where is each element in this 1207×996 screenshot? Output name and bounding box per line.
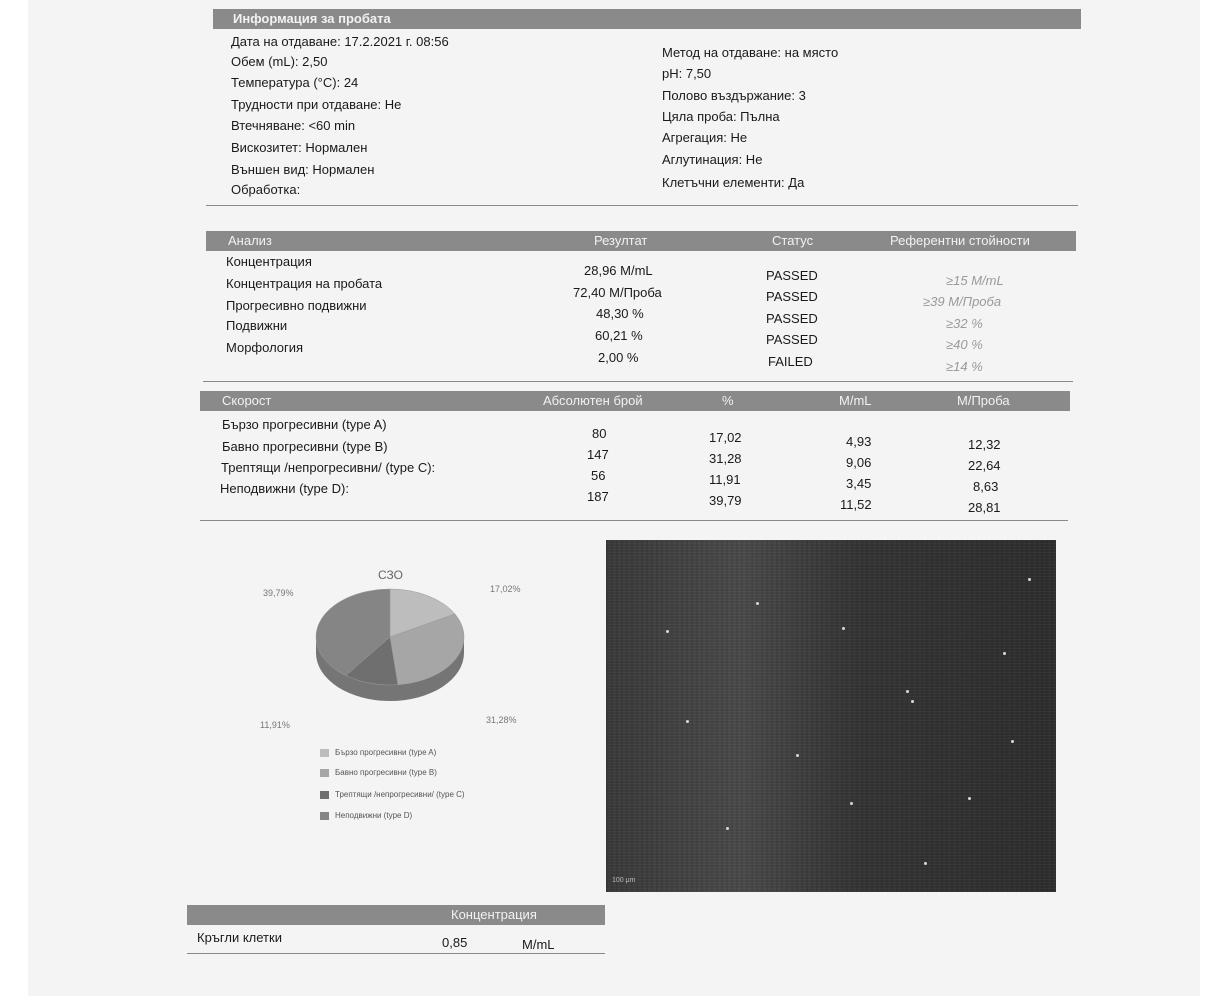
slice-label-a: 17,02% xyxy=(490,584,521,594)
pie-chart-svg xyxy=(290,575,490,725)
sample-abstinence: Полово въздържание: 3 xyxy=(662,88,806,103)
sperm-cell-dot xyxy=(850,802,853,805)
legend-label-a: Бързо прогресивни (type A) xyxy=(335,748,437,757)
speed-header xyxy=(200,391,1070,411)
analysis-col-ref: Референтни стойности xyxy=(890,233,1030,248)
sample-difficulties: Трудности при отдаване: Не xyxy=(231,97,402,112)
sample-temperature: Температура (°C): 24 xyxy=(231,75,359,90)
legend-swatch-d xyxy=(320,812,329,820)
round-cells-value: 0,85 xyxy=(442,935,468,950)
sperm-cell-dot xyxy=(842,627,845,630)
legend-swatch-b xyxy=(320,769,329,777)
analysis-result: 28,96 M/mL xyxy=(584,263,653,278)
speed-col-abs: Абсолютен брой xyxy=(543,393,643,408)
pie-slices xyxy=(316,589,464,701)
slice-label-c: 11,91% xyxy=(260,720,290,730)
analysis-name: Концентрация на пробата xyxy=(226,276,383,291)
sperm-cell-dot xyxy=(756,602,759,605)
scale-bar-label: 100 μm xyxy=(612,877,636,884)
speed-divider xyxy=(200,520,1068,521)
sperm-cell-dot xyxy=(726,827,729,830)
sample-viscosity: Вискозитет: Нормален xyxy=(231,140,368,155)
speed-abs: 147 xyxy=(587,447,609,462)
sample-ph: pH: 7,50 xyxy=(662,66,712,81)
speed-abs: 187 xyxy=(587,489,609,504)
sample-cell-elements: Клетъчни елементи: Да xyxy=(662,175,805,190)
legend-label-b: Бавно прогресивни (type B) xyxy=(335,768,437,777)
sperm-cell-dot xyxy=(968,797,971,800)
analysis-result: 72,40 M/Проба xyxy=(573,285,662,300)
legend-swatch-c xyxy=(320,791,329,799)
analysis-name: Концентрация xyxy=(226,254,312,269)
analysis-col-status: Статус xyxy=(772,233,814,248)
chart-title: СЗО xyxy=(378,568,403,582)
analysis-ref: ≥40 % xyxy=(946,337,983,352)
analysis-result: 2,00 % xyxy=(598,350,639,365)
speed-abs: 56 xyxy=(591,468,606,483)
sperm-cell-dot xyxy=(1011,740,1014,743)
analysis-name: Подвижни xyxy=(226,318,288,333)
slice-label-b: 31,28% xyxy=(486,715,517,725)
speed-pct: 17,02 xyxy=(709,430,742,445)
speed-abs: 80 xyxy=(592,426,607,441)
sample-info-divider xyxy=(206,205,1078,206)
speed-col-mp: M/Проба xyxy=(957,393,1010,408)
legend-label-c: Трептящи /непрогресивни/ (type C) xyxy=(335,790,465,799)
sperm-cell-dot xyxy=(924,862,927,865)
speed-pct: 31,28 xyxy=(709,451,742,466)
sperm-cell-dot xyxy=(1003,652,1006,655)
sperm-cell-dot xyxy=(906,690,909,693)
sample-whole: Цяла проба: Пълна xyxy=(662,109,780,124)
analysis-status: FAILED xyxy=(768,354,813,369)
sample-volume: Обем (mL): 2,50 xyxy=(231,54,328,69)
speed-mp: 8,63 xyxy=(973,479,999,494)
analysis-status: PASSED xyxy=(766,268,818,283)
sample-liquefaction: Втечняване: <60 min xyxy=(231,118,356,133)
analysis-status: PASSED xyxy=(766,332,818,347)
sample-appearance: Външен вид: Нормален xyxy=(231,162,375,177)
analysis-status: PASSED xyxy=(766,289,818,304)
speed-name: Трептящи /непрогресивни/ (type C): xyxy=(221,460,436,475)
sperm-cell-dot xyxy=(1028,578,1031,581)
speed-mp: 28,81 xyxy=(968,500,1001,515)
sperm-cell-dot xyxy=(686,720,689,723)
speed-title: Скорост xyxy=(222,393,272,408)
analysis-result: 60,21 % xyxy=(595,328,643,343)
analysis-ref: ≥15 M/mL xyxy=(946,273,1004,288)
sample-processing: Обработка: xyxy=(231,182,301,197)
speed-col-mml: M/mL xyxy=(839,393,872,408)
report-page xyxy=(28,0,1200,996)
analysis-status: PASSED xyxy=(766,311,818,326)
microscope-image xyxy=(606,540,1056,892)
speed-mml: 4,93 xyxy=(846,434,872,449)
sample-info-header xyxy=(213,9,1081,29)
analysis-result: 48,30 % xyxy=(596,306,644,321)
speed-pct: 39,79 xyxy=(709,493,742,508)
round-cells-col: Концентрация xyxy=(451,907,537,922)
sample-agglutination: Аглутинация: Не xyxy=(662,152,763,167)
speed-name: Бавно прогресивни (type B) xyxy=(222,439,388,454)
analysis-header xyxy=(206,231,1076,251)
sample-method: Метод на отдаване: на място xyxy=(662,45,839,60)
legend-label-d: Неподвижни (type D) xyxy=(335,811,413,820)
analysis-ref: ≥32 % xyxy=(946,316,983,331)
sperm-cell-dot xyxy=(666,630,669,633)
speed-mml: 3,45 xyxy=(846,476,872,491)
speed-mml: 9,06 xyxy=(846,455,872,470)
analysis-name: Прогресивно подвижни xyxy=(226,298,367,313)
round-cells-header xyxy=(187,905,605,925)
legend-item-d xyxy=(320,811,412,820)
round-cells-unit: M/mL xyxy=(522,937,555,952)
sample-date: Дата на отдаване: 17.2.2021 г. 08:56 xyxy=(231,34,449,49)
sample-info-title: Информация за пробата xyxy=(233,11,391,26)
analysis-col-result: Резултат xyxy=(594,233,648,248)
speed-mp: 22,64 xyxy=(968,458,1001,473)
sperm-cell-dot xyxy=(911,700,914,703)
analysis-divider xyxy=(203,381,1073,382)
speed-name: Бързо прогресивни (type A) xyxy=(222,417,387,432)
sample-aggregation: Агрегация: Не xyxy=(662,130,748,145)
legend-item-c xyxy=(320,790,465,799)
analysis-ref: ≥14 % xyxy=(946,359,983,374)
speed-name: Неподвижни (type D): xyxy=(220,481,349,496)
speed-col-pct: % xyxy=(722,393,734,408)
analysis-name: Морфология xyxy=(226,340,304,355)
sperm-cell-dot xyxy=(796,754,799,757)
analysis-ref: ≥39 M/Проба xyxy=(923,294,1002,309)
legend-swatch-a xyxy=(320,749,329,757)
speed-pct: 11,91 xyxy=(709,472,741,487)
round-cells-divider xyxy=(187,953,605,954)
legend-item-b xyxy=(320,768,437,777)
legend-item-a xyxy=(320,748,436,757)
slice-label-d: 39,79% xyxy=(263,588,294,598)
speed-mml: 11,52 xyxy=(840,497,872,512)
analysis-title: Анализ xyxy=(228,233,272,248)
speed-mp: 12,32 xyxy=(968,437,1001,452)
round-cells-label: Кръгли клетки xyxy=(197,930,282,945)
